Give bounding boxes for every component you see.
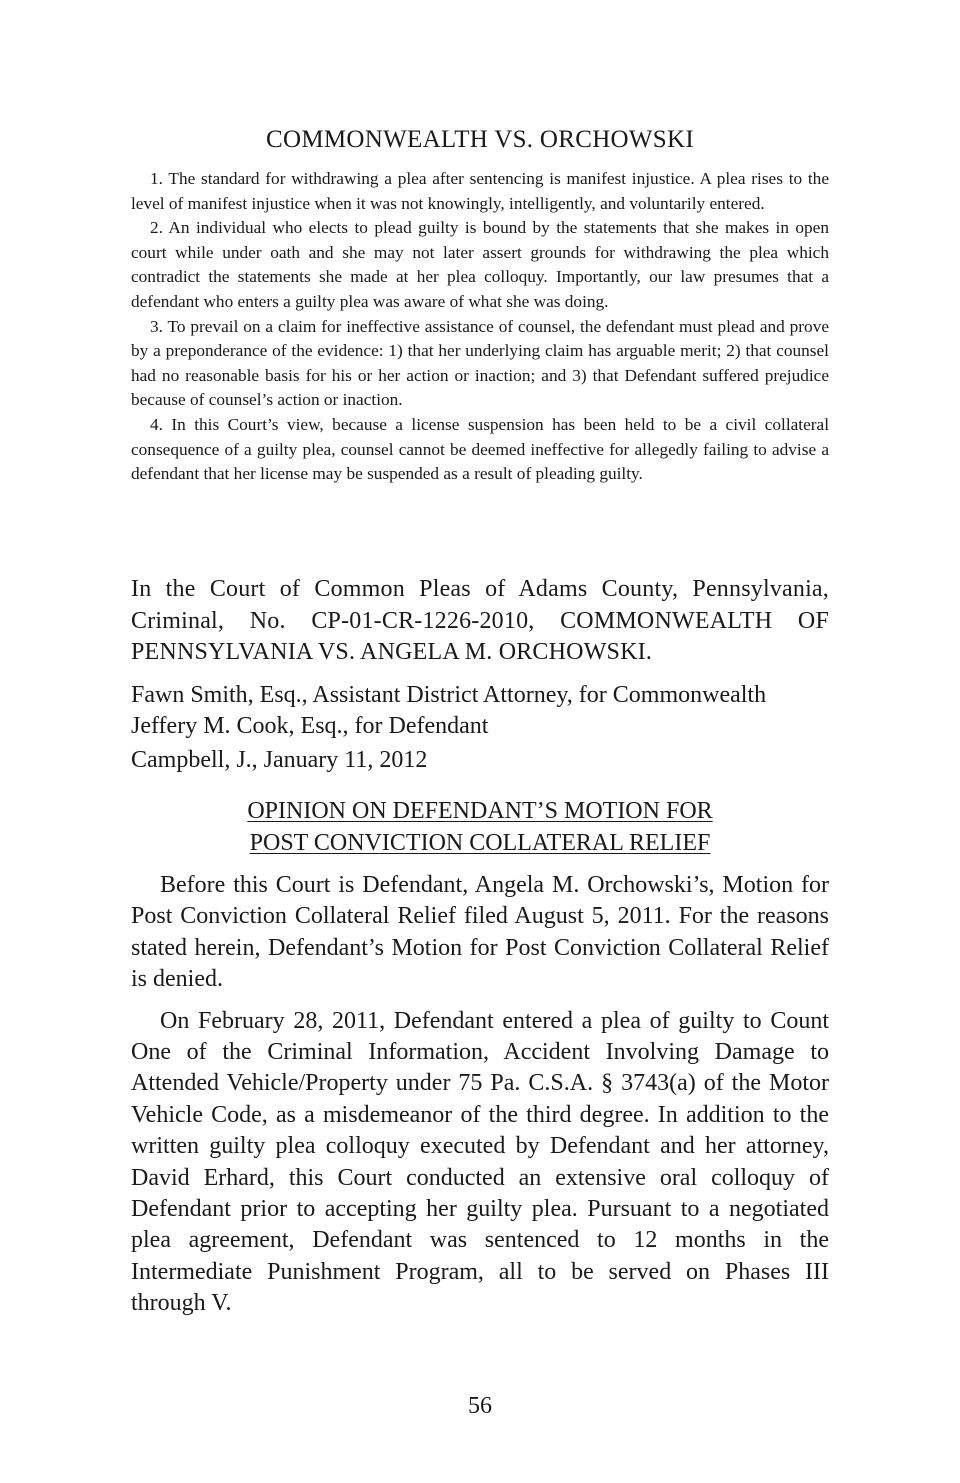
opinion-body bbox=[131, 870, 829, 1330]
counsel-list bbox=[131, 680, 829, 742]
body-paragraph-2: On February 28, 2011, Defendant entered a plea of guilty to Count One of the Criminal Information, Accident Involving Damage to Attended Vehicle/Property under 75 Pa. C.S.A. § 3743(a) of the Motor Vehicle Code, as a misdemeanor of the third degree. In addition to the written guilty plea colloquy executed by Defendant and her attorney, David Erhard, this Court conducted an extensive oral colloquy of Defendant prior to accepting her guilty plea. Pursuant to a negotiated plea agreement, Defendant was sentenced to 12 months in the Intermediate Punishment Program, all to be served on Phases III through V. bbox=[131, 1007, 829, 1317]
headnote-1: 1. The standard for withdrawing a plea after sentencing is manifest injustice. A plea rises to the level of manifest injustice when it was not knowingly, intelligently, and voluntarily entered. bbox=[131, 169, 829, 213]
judge-date: Campbell, J., January 11, 2012 bbox=[131, 747, 428, 773]
body-paragraph-1: Before this Court is Defendant, Angela M. Orchowski’s, Motion for Post Conviction Collateral Relief filed August 5, 2011. For the reasons stated herein, Defendant’s Motion for Post Conviction Collateral Relief is denied. bbox=[131, 872, 829, 993]
page-number: 56 bbox=[468, 1393, 492, 1419]
counsel-defendant: Jeffery M. Cook, Esq., for Defendant bbox=[131, 713, 489, 739]
counsel-commonwealth: Fawn Smith, Esq., Assistant District Attorney, for Commonwealth bbox=[131, 682, 767, 708]
opinion-title-line-2: POST CONVICTION COLLATERAL RELIEF bbox=[249, 829, 711, 856]
headnote-3: 3. To prevail on a claim for ineffective assistance of counsel, the defendant must plead and prove by a preponderance of the evidence: 1) that her underlying claim has arguable merit; 2) that counsel had no reasonable basis for his or her action or inaction; and 3) that Defendant suffered prejudice because of counsel’s action or inaction. bbox=[131, 316, 829, 410]
case-caption: In the Court of Common Pleas of Adams County, Pennsylvania, Criminal, No. CP-01-CR-1226-2010, COMMONWEALTH OF PENNSYLVANIA VS. ANGELA M. ORCHOWSKI. bbox=[131, 576, 829, 665]
opinion-title-line-1: OPINION ON DEFENDANT’S MOTION FOR bbox=[247, 798, 713, 824]
running-header: COMMONWEALTH VS. ORCHOWSKI bbox=[266, 126, 694, 153]
opinion-title bbox=[0, 796, 960, 859]
headnote-4: 4. In this Court’s view, because a license suspension has been held to be a civil collateral consequence of a guilty plea, counsel cannot be deemed ineffective for allegedly failing to advise a defendant that her license may be suspended as a result of pleading guilty. bbox=[131, 414, 829, 484]
headnotes bbox=[131, 167, 829, 487]
headnote-2: 2. An individual who elects to plead guilty is bound by the statements that she makes in open court while under oath and she may not later assert grounds for withdrawing the plea which contradict the statements she made at her plea colloquy. Importantly, our law presumes that a defendant who enters a guilty plea was aware of what she was doing. bbox=[131, 218, 829, 311]
